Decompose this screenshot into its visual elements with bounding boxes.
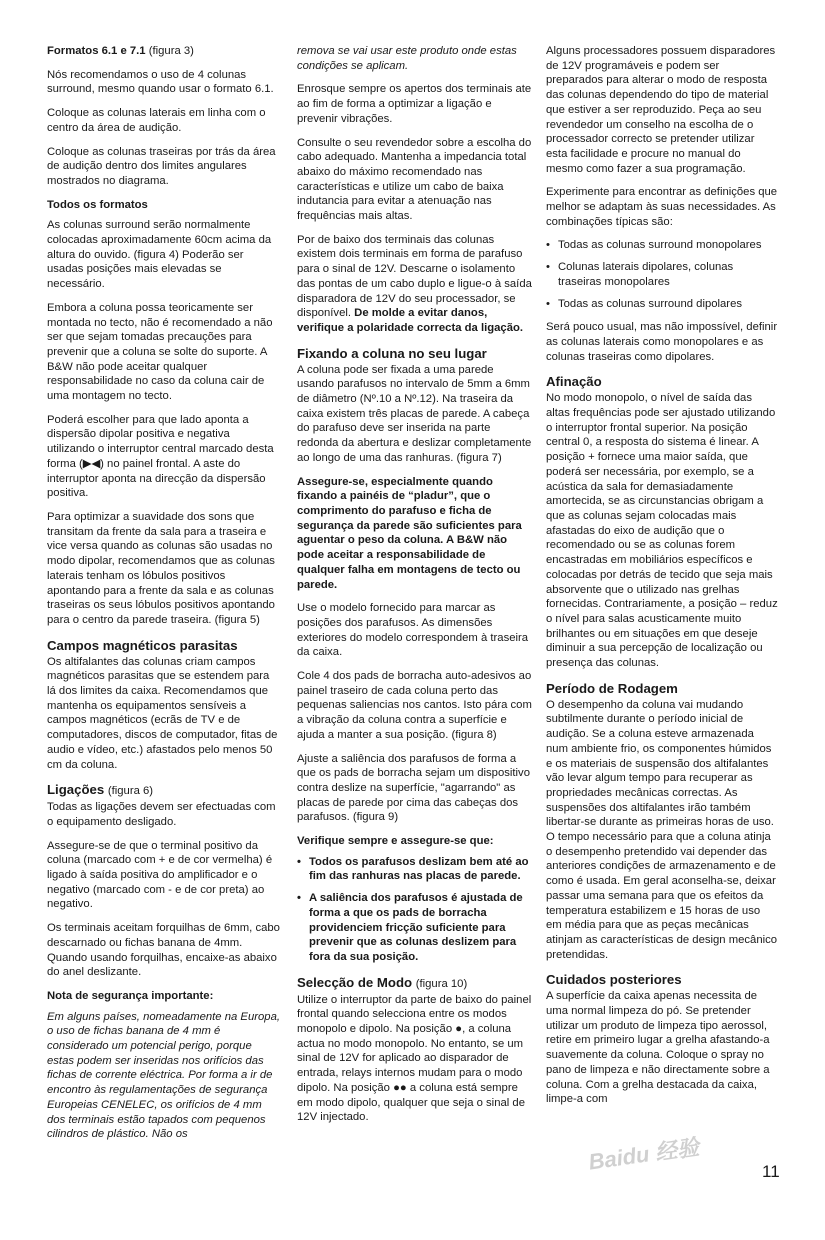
check-list [297, 855, 533, 965]
paragraph: No modo monopolo, o nível de saída das altas frequências pode ser ajustado utilizando o interruptor frontal superior. Na posição central 0, a resposta do sistema é linear. A posição + fornece uma maior saída, que poderá ser necessária, por exemplo, se a acústica da sala for demasiadamente amortecida, se as circunstancias obrigam a que as colunas sejam colocadas mais afastadas do eixo de audição que o recomendado ou se as colunas forem encastradas em mobiliários específicos e colocadas por detrás de tecido que seja mais absorvente que o utilizado nas grelhas fornecidas. Contrariamente, a posição – reduz o nível para salas acusticamente muito brilhantes ou em situações em que deseje diminuir a sua percepção de localização ou presença das colunas. [546, 392, 778, 670]
subheading-safety-note: Nota de segurança importante: [47, 989, 214, 1002]
heading-mode-selection: Selecção de Modo (figura 10) [297, 974, 468, 990]
list-item: • Todas as colunas surround monopolares [546, 238, 778, 253]
list-item: • A saliência dos parafusos é ajustada de forma a que os pads de borracha providenciem fricção suficiente para prevenir que as colunas deslizem para fora da sua posição. [297, 891, 533, 965]
page-number: 11 [762, 1162, 780, 1181]
paragraph: Será pouco usual, mas não impossível, definir as colunas laterais como monopolares e as colunas traseiras como dipolares. [546, 321, 778, 363]
paragraph: Ajuste a saliência dos parafusos de forma a que os pads de borracha sejam um dispositivo contra deslize na superfície, "agarrando" as placas de parede por cima das cabeças dos parafusos. (figura 9) [297, 752, 530, 824]
paragraph-warning: Assegure-se, especialmente quando fixando a painéis de “pladur”, que o comprimento do parafuso e ficha de segurança da parede são suficientes para aguentar o peso da coluna. A B&W não pode aceitar a responsabilidade de qualquer falha em montagens de tecto ou parede. [297, 475, 522, 591]
column-2 [297, 44, 533, 1134]
paragraph-12v-terminals: Por de baixo dos terminais das colunas existem dois terminais em forma de parafuso para o sinal de 12V. Descarne o isolamento das pontas de um cabo duplo e ligue-o à saída disparadora de 12V do seu processador, se disponível. De molde a evitar danos, verifique a polaridade correcta da ligação. [297, 233, 532, 334]
subheading-all-formats: Todos os formatos [47, 198, 148, 211]
paragraph-continued: remova se vai usar este produto onde estas condições se aplicam. [297, 45, 517, 72]
paragraph: Coloque as colunas traseiras por trás da área de audição dentro dos limites angulares mostrados no diagrama. [47, 145, 276, 187]
heading-fixing-speaker: Fixando a coluna no seu lugar [297, 345, 487, 361]
list-item: • Todos os parafusos deslizam bem até ao fim das ranhuras nas placas de parede. [297, 855, 533, 884]
column-1 [47, 44, 280, 1151]
heading-magnetic-fields: Campos magnéticos parasitas [47, 637, 238, 653]
paragraph: Embora a coluna possa teoricamente ser montada no tecto, não é recomendado a não ser que sejam tomadas precauções para prevenir que a coluna se solte do suporte. A B&W não pode aceitar qualquer responsabilidade no caso da coluna cair de uma montagem no tecto. [47, 301, 273, 403]
paragraph: Assegure-se de que o terminal positivo da coluna (marcado com + e de cor vermelha) é ligado à saída positiva do amplificador e o negativo (marcado com - e de cor preta) ao negativo. [47, 839, 273, 911]
paragraph: Use o modelo fornecido para marcar as posições dos parafusos. As dimensões exteriores do modelo correspondem à traseira da caixa. [297, 602, 529, 659]
paragraph: Coloque as colunas laterais em linha com o centro da área de audição. [47, 107, 266, 134]
list-item: • Colunas laterais dipolares, colunas traseiras monopolares [546, 260, 778, 289]
paragraph: Os terminais aceitam forquilhas de 6mm, cabo descarnado ou fichas banana de 4mm. Quando usando forquilhas, encaixe-as abaixo do anel deslizante. [47, 922, 280, 979]
list-item: • Todas as colunas surround dipolares [546, 297, 778, 312]
heading-tuning: Afinação [546, 374, 602, 390]
subheading-always-check: Verifique sempre e assegure-se que: [297, 835, 494, 848]
paragraph: Utilize o interruptor da parte de baixo do painel frontal quando selecciona entre os modos monopolo e dipolo. Na posição ●, a coluna actua no modo monopolo. No entanto, se um sinal de 12V for aplicado ao disparador de entrada, relays internos mudam para o modo dipolo. Na posição ●● a coluna está sempre em modo dipolo, qualquer que seja o sinal de 12V injectado. [297, 993, 532, 1124]
paragraph: Nós recomendamos o uso de 4 colunas surround, mesmo quando usar o formato 6.1. [47, 68, 274, 96]
column-3 [546, 44, 778, 1116]
paragraph: Experimente para encontrar as definições que melhor se adaptam às suas necessidades. As combinações típicas são: [546, 186, 778, 228]
paragraph: Cole 4 dos pads de borracha auto-adesivos ao painel traseiro de cada coluna perto das pequenas saliencias nos cantos. Isto pára com a vibração da coluna contra a superfície e ajuda a manter a sua posição. (figura 8) [297, 670, 532, 741]
paragraph: Enrosque sempre os apertos dos terminais ate ao fim de forma a optimizar a ligação e prevenir vibrações. [297, 83, 532, 125]
heading-connections: Ligações (figura 6) [47, 782, 154, 798]
paragraph-safety: Em alguns países, nomeadamente na Europa, o uso de fichas banana de 4 mm é considerado um potencial perigo, porque estas podem ser inseridas nos orifícios das fichas de corrente eléctrica. Por forma a ir de encontro às regulamentações de segurança Europeias CENELEC, os orifícios de 4 mm dos terminais estão tapados com pequenos cilindros de plástico. Não os [47, 1010, 280, 1141]
paragraph: A superfície da caixa apenas necessita de uma normal limpeza do pó. Se pretender utilizar um produto de limpeza tipo aerossol, retire em primeiro lugar a grelha afastando-a suavemente da coluna. Coloque o spray no pano de limpeza e não directamente sobre a coluna. Com a grelha destacada da caixa, limpe-a com [546, 990, 770, 1106]
paragraph: Para optimizar a suavidade dos sons que transitam da frente da sala para a traseira e vice versa quando as colunas são usadas no modo dipolar, recomendamos que as colunas laterais tenham os lóbulos positivos apontando para a frente da sala e as colunas traseiras os seus lóbulos positivos apontando para o centro da parede traseira. (figura 5) [47, 510, 275, 626]
paragraph: Poderá escolher para que lado aponta a dispersão dipolar positiva e negativa utilizando o interruptor central marcado desta forma (▶◀) no painel frontal. A aste do interruptor aponta na direcção da dispersão positiva. [47, 413, 274, 500]
paragraph: A coluna pode ser fixada a uma parede usando parafusos no intervalo de 5mm a 6mm de diâmetro (Nº.10 a Nº.12). Na traseira da caixa existem três placas de parede. A cabeça do parafuso deve ser inserida na parte redonda da abertura e deslizar completamente ao longo de uma das ranhuras. (figura 7) [297, 363, 532, 464]
heading-aftercare: Cuidados posteriores [546, 972, 682, 988]
paragraph: Consulte o seu revendedor sobre a escolha do cabo adequado. Mantenha a impedancia total abaixo do máximo recomendado nas características e utilize um cabo de baixa indutancia para evitar a atenuação nas frequências mais altas. [297, 136, 532, 223]
paragraph: O desempenho da coluna vai mudando subtilmente durante o período inicial de audição. Se a coluna esteve armazenada num ambiente frio, os componentes húmidos e os materiais de suspensão dos altifalantes vão levar algum tempo para recuperar as propriedades mecânicas correctas. As suspensões dos altifalantes irão também libertar-se durante as primeiras horas de uso. O tempo necessário para que a coluna atinja o desempenho pretendido vai depender das anteriores condições de armazenamento e de como é usada. Em geral aconselha-se, deixar passar uma semana para que os efeitos da temperatura estabilizem e 15 horas de uso em média para que as peças mecânicas atinjam as características de design mecânico pretendidas. [546, 698, 778, 961]
watermark: Baidu 经验 [586, 1134, 701, 1175]
heading-formats-61-71: Formatos 6.1 e 7.1 (figura 3) [47, 45, 194, 57]
heading-break-in: Período de Rodagem [546, 680, 678, 696]
paragraph: Alguns processadores possuem disparadores de 12V programáveis e podem ser preparados para alterar o modo de resposta das colunas dependendo do tipo de material que estiver a ser reproduzido. Peça ao seu revendedor um conselho na escolha de o processador correcto se pretender utilizar esta facilidade e procure no manual do mesmo como fazer a sua programação. [546, 45, 776, 175]
paragraph: Os altifalantes das colunas criam campos magnéticos parasitas que se estendem para lá dos limites da caixa. Recomendamos que mantenha os equipamentos sensíveis a campos magnéticos (ecrãs de TV e de computadores, discos de computador, fitas de audio e vídeo, etc.) afastados pelo menos 50 cm da coluna. [47, 655, 278, 771]
paragraph: Todas as ligações devem ser efectuadas com o equipamento desligado. [47, 801, 276, 828]
combinations-list [546, 238, 778, 311]
paragraph: As colunas surround serão normalmente colocadas aproximadamente 60cm acima da altura do ouvido. (figura 4) Poderão ser usadas posições mais elevadas se necessário. [47, 219, 272, 291]
